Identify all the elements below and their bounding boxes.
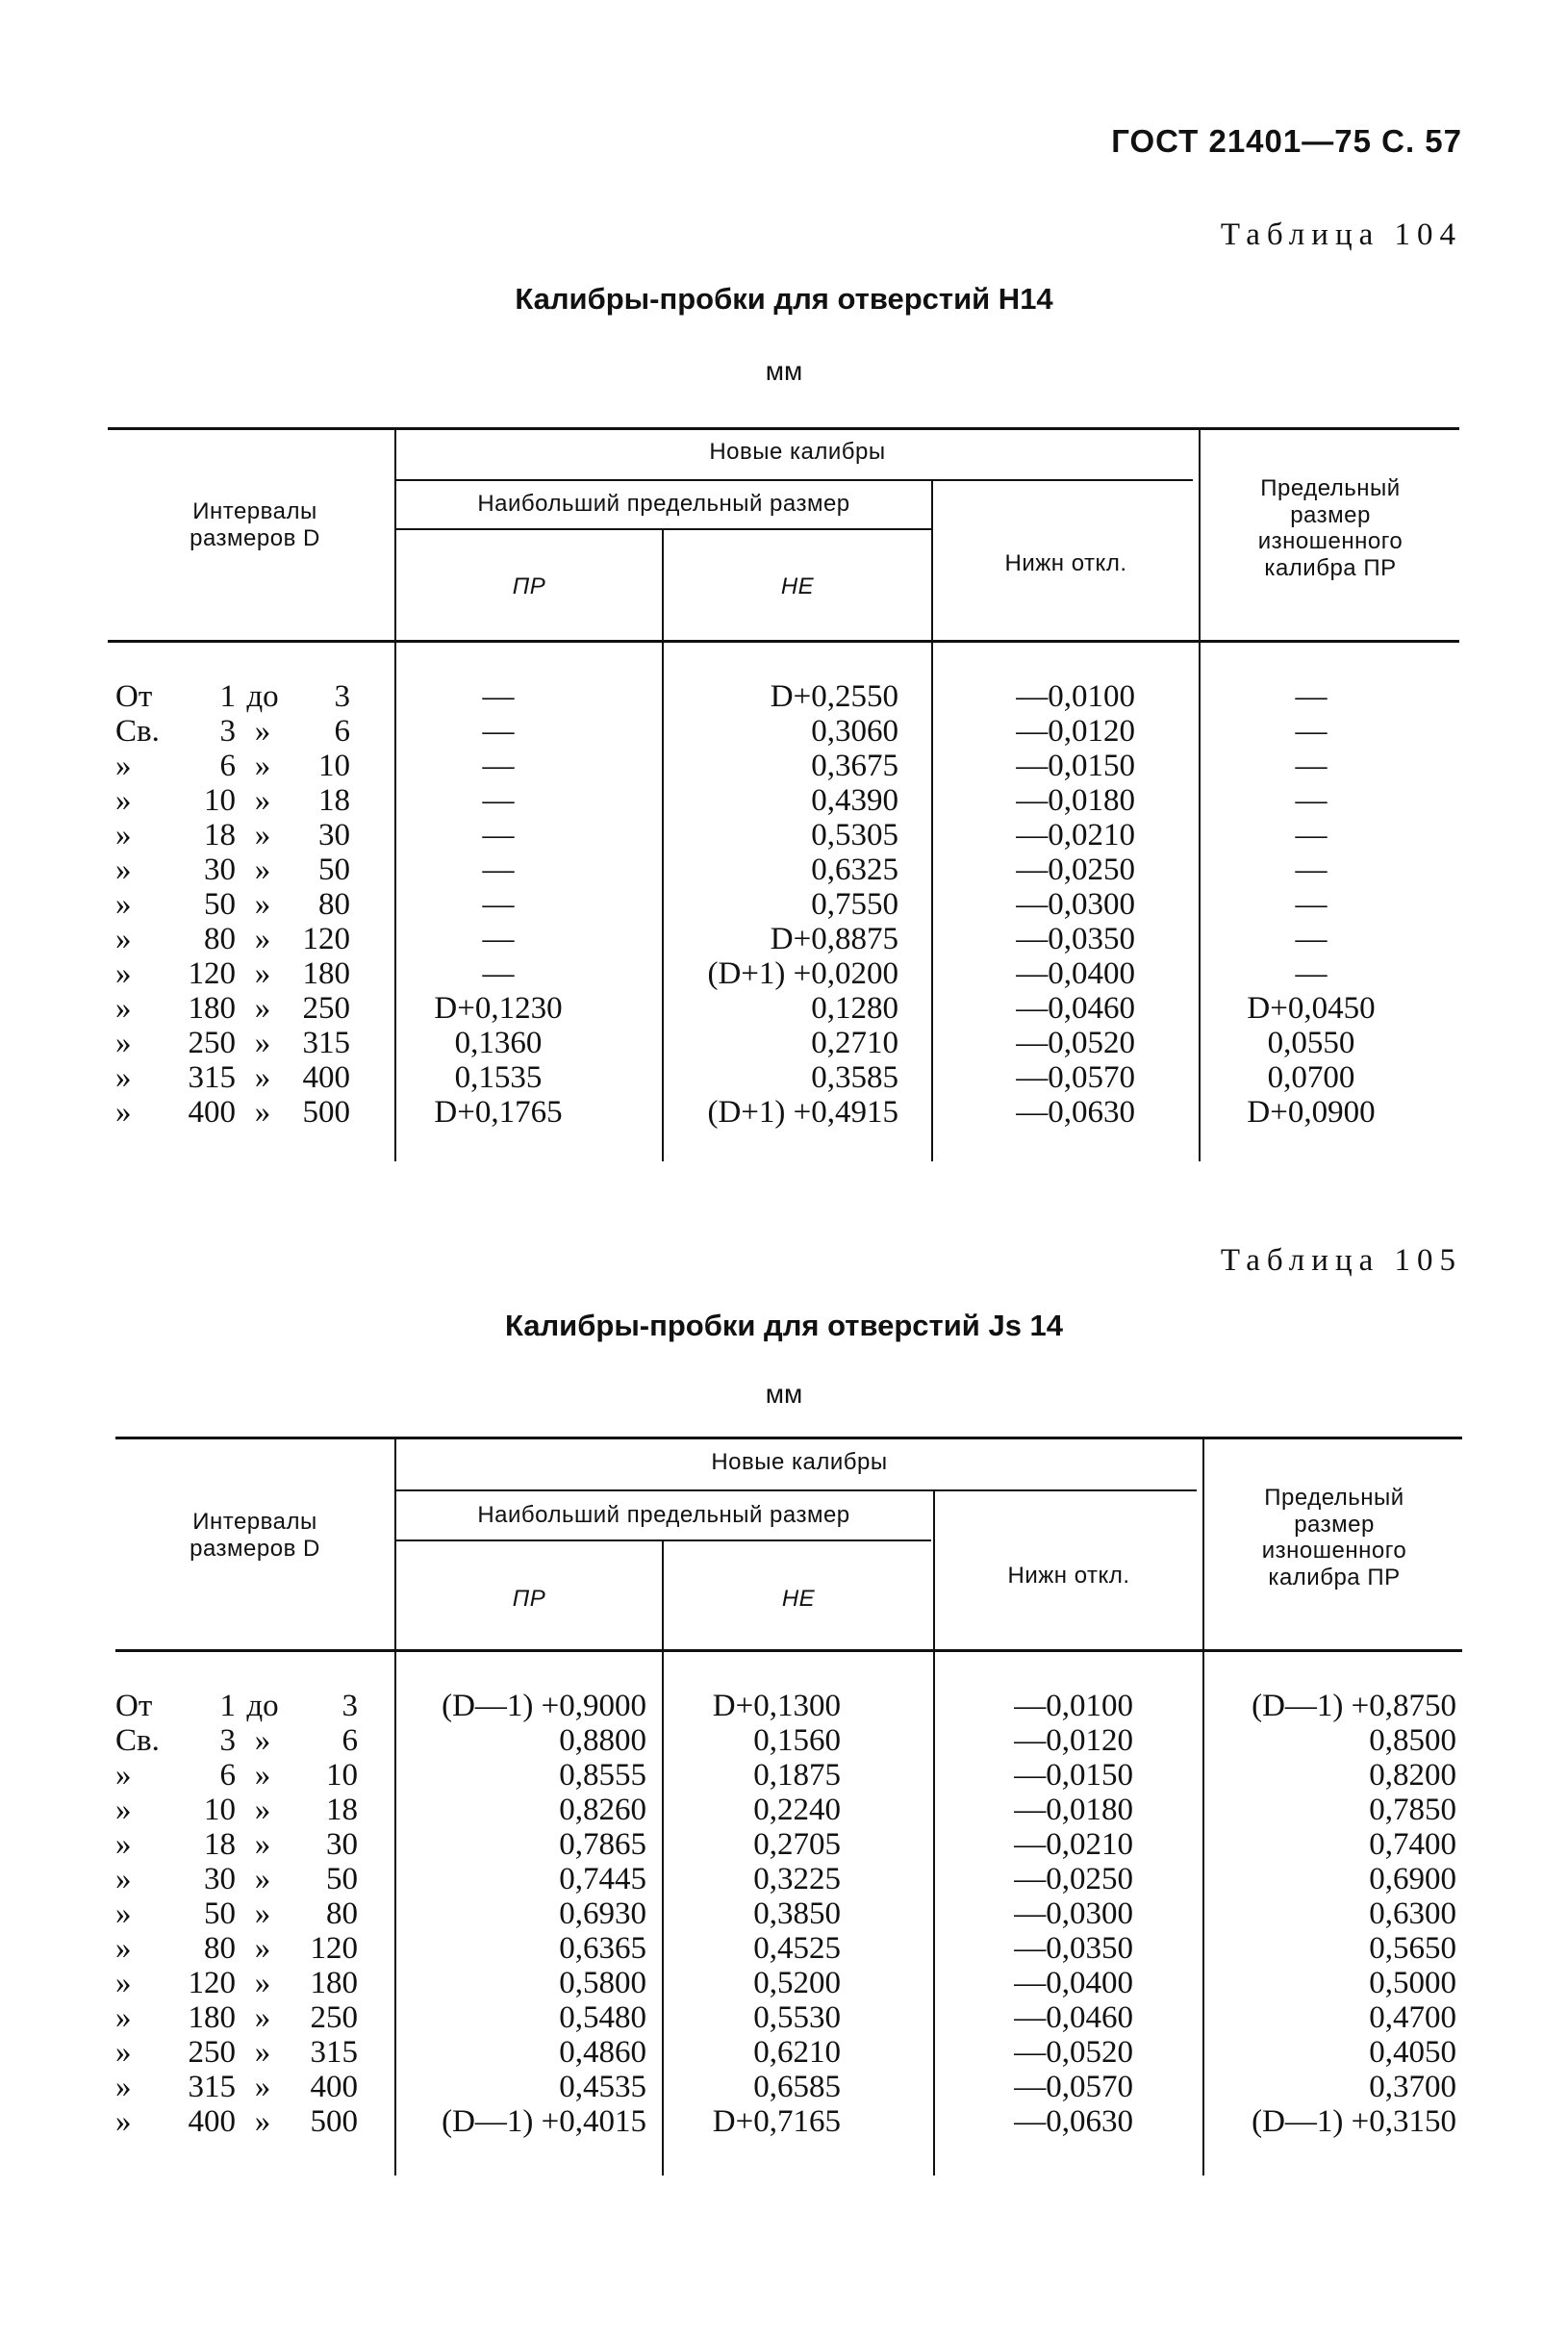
- cell-lower-dev: —0,0180: [1016, 783, 1135, 818]
- interval-sep: »: [254, 1060, 271, 1095]
- cell-worn: —: [1295, 887, 1328, 922]
- cell-worn: 0,0550: [1267, 1026, 1355, 1060]
- interval-to: 30: [326, 1827, 358, 1862]
- cell-ne: 0,6585: [753, 2070, 841, 2104]
- interval-prefix: »: [115, 1095, 132, 1130]
- cell-worn: 0,5650: [1369, 1931, 1456, 1966]
- cell-worn: 0,4700: [1369, 2000, 1456, 2035]
- interval-sep: »: [254, 991, 271, 1026]
- cell-ne: D+0,1300: [712, 1689, 841, 1723]
- interval-from: 120: [188, 956, 236, 991]
- interval-sep: »: [254, 2070, 271, 2104]
- cell-lower-dev: —0,0120: [1016, 714, 1135, 749]
- interval-to: 80: [318, 887, 350, 922]
- interval-prefix: »: [115, 818, 132, 852]
- cell-lower-dev: —0,0460: [1014, 2000, 1133, 2035]
- header-lower-dev: Нижн откл.: [1007, 1563, 1130, 1589]
- interval-from: 80: [204, 1931, 236, 1966]
- interval-sep: »: [254, 1026, 271, 1060]
- table-row: [0, 1793, 1568, 1827]
- interval-prefix: »: [115, 922, 132, 956]
- interval-prefix: »: [115, 1862, 132, 1896]
- cell-ne: 0,6325: [811, 852, 898, 887]
- cell-worn: 0,8200: [1369, 1758, 1456, 1793]
- interval-prefix: »: [115, 749, 132, 783]
- cell-pr: —: [482, 852, 515, 887]
- cell-worn: 0,7400: [1369, 1827, 1456, 1862]
- interval-sep: »: [254, 2000, 271, 2035]
- cell-lower-dev: —0,0520: [1016, 1026, 1135, 1060]
- cell-pr: 0,6365: [559, 1931, 646, 1966]
- interval-from: 180: [188, 991, 236, 1026]
- interval-to: 80: [326, 1896, 358, 1931]
- cell-pr: 0,1360: [454, 1026, 543, 1060]
- cell-pr: —: [482, 887, 515, 922]
- interval-from: 18: [204, 1827, 236, 1862]
- interval-prefix: От: [115, 1689, 153, 1723]
- cell-ne: 0,2710: [811, 1026, 898, 1060]
- cell-ne: 0,3225: [753, 1862, 841, 1896]
- cell-ne: 0,3675: [811, 749, 898, 783]
- cell-pr: —: [482, 783, 515, 818]
- header-new-gauges: Новые калибры: [709, 439, 886, 465]
- table-row: [0, 991, 1568, 1026]
- cell-lower-dev: —0,0250: [1014, 1862, 1133, 1896]
- interval-sep: »: [254, 1931, 271, 1966]
- cell-worn: 0,5000: [1369, 1966, 1456, 2000]
- table-row: [0, 887, 1568, 922]
- header-lower-dev: Нижн откл.: [1004, 550, 1127, 576]
- cell-lower-dev: —0,0350: [1016, 922, 1135, 956]
- interval-prefix: Св.: [115, 1723, 160, 1758]
- cell-lower-dev: —0,0570: [1014, 2070, 1133, 2104]
- cell-worn: 0,8500: [1369, 1723, 1456, 1758]
- interval-from: 10: [204, 783, 236, 818]
- header-bottom-rule: [108, 640, 1459, 643]
- interval-from: 80: [204, 922, 236, 956]
- table-row: [0, 1095, 1568, 1130]
- cell-ne: 0,7550: [811, 887, 898, 922]
- cell-worn: —: [1295, 956, 1328, 991]
- table-row: [0, 2104, 1568, 2139]
- interval-to: 120: [310, 1931, 358, 1966]
- cell-lower-dev: —0,0570: [1016, 1060, 1135, 1095]
- interval-from: 50: [204, 887, 236, 922]
- header-bottom-rule: [115, 1649, 1462, 1652]
- interval-sep: »: [254, 1966, 271, 2000]
- cell-lower-dev: —0,0400: [1016, 956, 1135, 991]
- table-row: [0, 2000, 1568, 2035]
- cell-worn: 0,7850: [1369, 1793, 1456, 1827]
- cell-lower-dev: —0,0630: [1016, 1095, 1135, 1130]
- interval-sep: »: [254, 922, 271, 956]
- interval-to: 400: [302, 1060, 350, 1095]
- interval-sep: »: [254, 956, 271, 991]
- interval-sep: до: [246, 1689, 279, 1723]
- interval-prefix: »: [115, 1793, 132, 1827]
- cell-ne: 0,4525: [753, 1931, 841, 1966]
- interval-to: 18: [318, 783, 350, 818]
- cell-lower-dev: —0,0100: [1016, 679, 1135, 714]
- cell-worn: 0,4050: [1369, 2035, 1456, 2070]
- cell-ne: (D+1) +0,0200: [707, 956, 898, 991]
- cell-ne: 0,1280: [811, 991, 898, 1026]
- interval-from: 10: [204, 1793, 236, 1827]
- table-row: [0, 1931, 1568, 1966]
- cell-worn: (D—1) +0,3150: [1252, 2104, 1456, 2139]
- header-new-gauges: Новые калибры: [711, 1449, 888, 1475]
- cell-worn: 0,6900: [1369, 1862, 1456, 1896]
- cell-ne: (D+1) +0,4915: [707, 1095, 898, 1130]
- cell-lower-dev: —0,0460: [1016, 991, 1135, 1026]
- interval-prefix: »: [115, 1931, 132, 1966]
- cell-ne: 0,5530: [753, 2000, 841, 2035]
- cell-ne: 0,5305: [811, 818, 898, 852]
- cell-lower-dev: —0,0350: [1014, 1931, 1133, 1966]
- interval-prefix: »: [115, 2000, 132, 2035]
- cell-pr: —: [482, 679, 515, 714]
- header-intervals: Интервалы размеров D: [190, 498, 320, 551]
- cell-lower-dev: —0,0250: [1016, 852, 1135, 887]
- interval-to: 10: [326, 1758, 358, 1793]
- interval-sep: »: [254, 2104, 271, 2139]
- interval-to: 315: [310, 2035, 358, 2070]
- cell-worn: D+0,0900: [1247, 1095, 1376, 1130]
- unit-label: мм: [765, 1379, 803, 1409]
- cell-pr: 0,8260: [559, 1793, 646, 1827]
- cell-ne: 0,2240: [753, 1793, 841, 1827]
- cell-pr: 0,5480: [559, 2000, 646, 2035]
- interval-from: 1: [219, 1689, 236, 1723]
- cell-pr: D+0,1230: [434, 991, 563, 1026]
- interval-to: 250: [310, 2000, 358, 2035]
- interval-sep: »: [254, 1793, 271, 1827]
- cell-lower-dev: —0,0100: [1014, 1689, 1133, 1723]
- table-row: [0, 1827, 1568, 1862]
- interval-to: 180: [302, 956, 350, 991]
- interval-from: 250: [188, 1026, 236, 1060]
- cell-ne: 0,1560: [753, 1723, 841, 1758]
- header-ne: НЕ: [781, 1586, 816, 1612]
- cell-pr: —: [482, 818, 515, 852]
- interval-to: 50: [326, 1862, 358, 1896]
- interval-from: 400: [188, 2104, 236, 2139]
- table-row: [0, 1758, 1568, 1793]
- cell-worn: —: [1295, 922, 1328, 956]
- cell-pr: 0,6930: [559, 1896, 646, 1931]
- header-ne: НЕ: [780, 573, 815, 599]
- cell-ne: 0,3850: [753, 1896, 841, 1931]
- interval-sep: »: [254, 852, 271, 887]
- cell-worn: —: [1295, 679, 1328, 714]
- interval-to: 500: [310, 2104, 358, 2139]
- cell-lower-dev: —0,0300: [1014, 1896, 1133, 1931]
- interval-to: 120: [302, 922, 350, 956]
- interval-to: 50: [318, 852, 350, 887]
- interval-prefix: »: [115, 852, 132, 887]
- cell-pr: 0,8555: [559, 1758, 646, 1793]
- header-pr: ПР: [512, 1586, 546, 1612]
- cell-lower-dev: —0,0210: [1014, 1827, 1133, 1862]
- interval-to: 315: [302, 1026, 350, 1060]
- table-row: [0, 714, 1568, 749]
- table-row: [0, 679, 1568, 714]
- interval-prefix: »: [115, 1827, 132, 1862]
- cell-worn: D+0,0450: [1247, 991, 1376, 1026]
- table-row: [0, 1026, 1568, 1060]
- cell-lower-dev: —0,0180: [1014, 1793, 1133, 1827]
- interval-prefix: »: [115, 991, 132, 1026]
- interval-from: 315: [188, 2070, 236, 2104]
- interval-from: 180: [188, 2000, 236, 2035]
- header-worn-gauge: Предельный размер изношенного калибра ПР: [1257, 475, 1404, 581]
- cell-pr: D+0,1765: [434, 1095, 563, 1130]
- interval-to: 18: [326, 1793, 358, 1827]
- interval-prefix: »: [115, 2070, 132, 2104]
- cell-worn: —: [1295, 714, 1328, 749]
- cell-ne: D+0,8875: [770, 922, 898, 956]
- interval-sep: »: [254, 783, 271, 818]
- interval-sep: »: [254, 749, 271, 783]
- table-row: [0, 1060, 1568, 1095]
- cell-worn: (D—1) +0,8750: [1252, 1689, 1456, 1723]
- interval-sep: »: [254, 1827, 271, 1862]
- cell-ne: 0,5200: [753, 1966, 841, 2000]
- interval-from: 3: [219, 1723, 236, 1758]
- table-row: [0, 1896, 1568, 1931]
- interval-from: 315: [188, 1060, 236, 1095]
- interval-from: 30: [204, 1862, 236, 1896]
- cell-lower-dev: —0,0150: [1014, 1758, 1133, 1793]
- interval-prefix: »: [115, 1026, 132, 1060]
- interval-sep: »: [254, 714, 271, 749]
- interval-to: 30: [318, 818, 350, 852]
- cell-ne: 0,3585: [811, 1060, 898, 1095]
- header-rule: [396, 479, 1193, 481]
- interval-prefix: Св.: [115, 714, 160, 749]
- table-label: Таблица 105: [1220, 1243, 1462, 1278]
- cell-lower-dev: —0,0300: [1016, 887, 1135, 922]
- cell-ne: 0,2705: [753, 1827, 841, 1862]
- table-row: [0, 783, 1568, 818]
- interval-to: 500: [302, 1095, 350, 1130]
- cell-ne: D+0,7165: [712, 2104, 841, 2139]
- interval-from: 6: [219, 1758, 236, 1793]
- cell-worn: —: [1295, 818, 1328, 852]
- interval-from: 50: [204, 1896, 236, 1931]
- interval-from: 30: [204, 852, 236, 887]
- table-row: [0, 1689, 1568, 1723]
- table-row: [0, 749, 1568, 783]
- cell-pr: 0,4535: [559, 2070, 646, 2104]
- table-top-rule: [108, 427, 1459, 430]
- interval-sep: »: [254, 1862, 271, 1896]
- table-row: [0, 1862, 1568, 1896]
- interval-prefix: »: [115, 887, 132, 922]
- interval-from: 6: [219, 749, 236, 783]
- header-rule: [396, 528, 931, 530]
- interval-to: 180: [310, 1966, 358, 2000]
- table-row: [0, 956, 1568, 991]
- cell-worn: —: [1295, 852, 1328, 887]
- header-rule: [396, 1539, 931, 1541]
- page-header: ГОСТ 21401—75 С. 57: [1111, 123, 1462, 159]
- cell-worn: —: [1295, 749, 1328, 783]
- header-rule: [396, 1489, 1197, 1491]
- interval-sep: »: [254, 887, 271, 922]
- cell-pr: (D—1) +0,4015: [442, 2104, 646, 2139]
- interval-sep: »: [254, 1896, 271, 1931]
- header-max-size: Наибольший предельный размер: [477, 1502, 850, 1528]
- cell-lower-dev: —0,0630: [1014, 2104, 1133, 2139]
- table-label: Таблица 104: [1220, 217, 1462, 252]
- cell-worn: —: [1295, 783, 1328, 818]
- interval-prefix: »: [115, 2035, 132, 2070]
- interval-to: 3: [334, 679, 350, 714]
- interval-to: 3: [341, 1689, 358, 1723]
- cell-lower-dev: —0,0150: [1016, 749, 1135, 783]
- cell-pr: 0,5800: [559, 1966, 646, 2000]
- interval-to: 6: [334, 714, 350, 749]
- cell-pr: —: [482, 922, 515, 956]
- interval-prefix: От: [115, 679, 153, 714]
- interval-to: 10: [318, 749, 350, 783]
- cell-pr: 0,8800: [559, 1723, 646, 1758]
- cell-ne: D+0,2550: [770, 679, 898, 714]
- interval-sep: »: [254, 2035, 271, 2070]
- header-worn-gauge: Предельный размер изношенного калибра ПР: [1261, 1485, 1407, 1590]
- interval-prefix: »: [115, 956, 132, 991]
- cell-ne: 0,3060: [811, 714, 898, 749]
- cell-lower-dev: —0,0210: [1016, 818, 1135, 852]
- cell-ne: 0,1875: [753, 1758, 841, 1793]
- cell-worn: 0,6300: [1369, 1896, 1456, 1931]
- interval-sep: »: [254, 818, 271, 852]
- cell-pr: 0,4860: [559, 2035, 646, 2070]
- cell-ne: 0,6210: [753, 2035, 841, 2070]
- interval-from: 400: [188, 1095, 236, 1130]
- table-row: [0, 852, 1568, 887]
- cell-lower-dev: —0,0400: [1014, 1966, 1133, 2000]
- table-row: [0, 1966, 1568, 2000]
- cell-pr: —: [482, 714, 515, 749]
- header-pr: ПР: [512, 573, 546, 599]
- cell-pr: (D—1) +0,9000: [442, 1689, 646, 1723]
- table-row: [0, 1723, 1568, 1758]
- table-row: [0, 2070, 1568, 2104]
- interval-sep: »: [254, 1095, 271, 1130]
- cell-pr: 0,7865: [559, 1827, 646, 1862]
- interval-prefix: »: [115, 1060, 132, 1095]
- table-title: Калибры-пробки для отверстий Н14: [515, 282, 1053, 316]
- interval-prefix: »: [115, 783, 132, 818]
- interval-prefix: »: [115, 2104, 132, 2139]
- unit-label: мм: [765, 356, 803, 386]
- header-max-size: Наибольший предельный размер: [477, 491, 850, 517]
- interval-from: 3: [219, 714, 236, 749]
- cell-pr: —: [482, 749, 515, 783]
- interval-prefix: »: [115, 1758, 132, 1793]
- cell-pr: 0,7445: [559, 1862, 646, 1896]
- interval-from: 120: [188, 1966, 236, 2000]
- interval-sep: »: [254, 1723, 271, 1758]
- interval-sep: »: [254, 1758, 271, 1793]
- cell-worn: 0,0700: [1267, 1060, 1355, 1095]
- interval-prefix: »: [115, 1966, 132, 2000]
- table-title: Калибры-пробки для отверстий Js 14: [504, 1309, 1064, 1342]
- cell-worn: 0,3700: [1369, 2070, 1456, 2104]
- cell-pr: —: [482, 956, 515, 991]
- table-top-rule: [115, 1437, 1462, 1439]
- table-row: [0, 2035, 1568, 2070]
- interval-to: 6: [341, 1723, 358, 1758]
- cell-pr: 0,1535: [454, 1060, 543, 1095]
- cell-lower-dev: —0,0120: [1014, 1723, 1133, 1758]
- interval-to: 400: [310, 2070, 358, 2104]
- cell-lower-dev: —0,0520: [1014, 2035, 1133, 2070]
- header-intervals: Интервалы размеров D: [190, 1509, 320, 1562]
- table-row: [0, 818, 1568, 852]
- interval-from: 18: [204, 818, 236, 852]
- interval-from: 250: [188, 2035, 236, 2070]
- interval-from: 1: [219, 679, 236, 714]
- interval-sep: до: [246, 679, 279, 714]
- table-row: [0, 922, 1568, 956]
- cell-ne: 0,4390: [811, 783, 898, 818]
- interval-prefix: »: [115, 1896, 132, 1931]
- interval-to: 250: [302, 991, 350, 1026]
